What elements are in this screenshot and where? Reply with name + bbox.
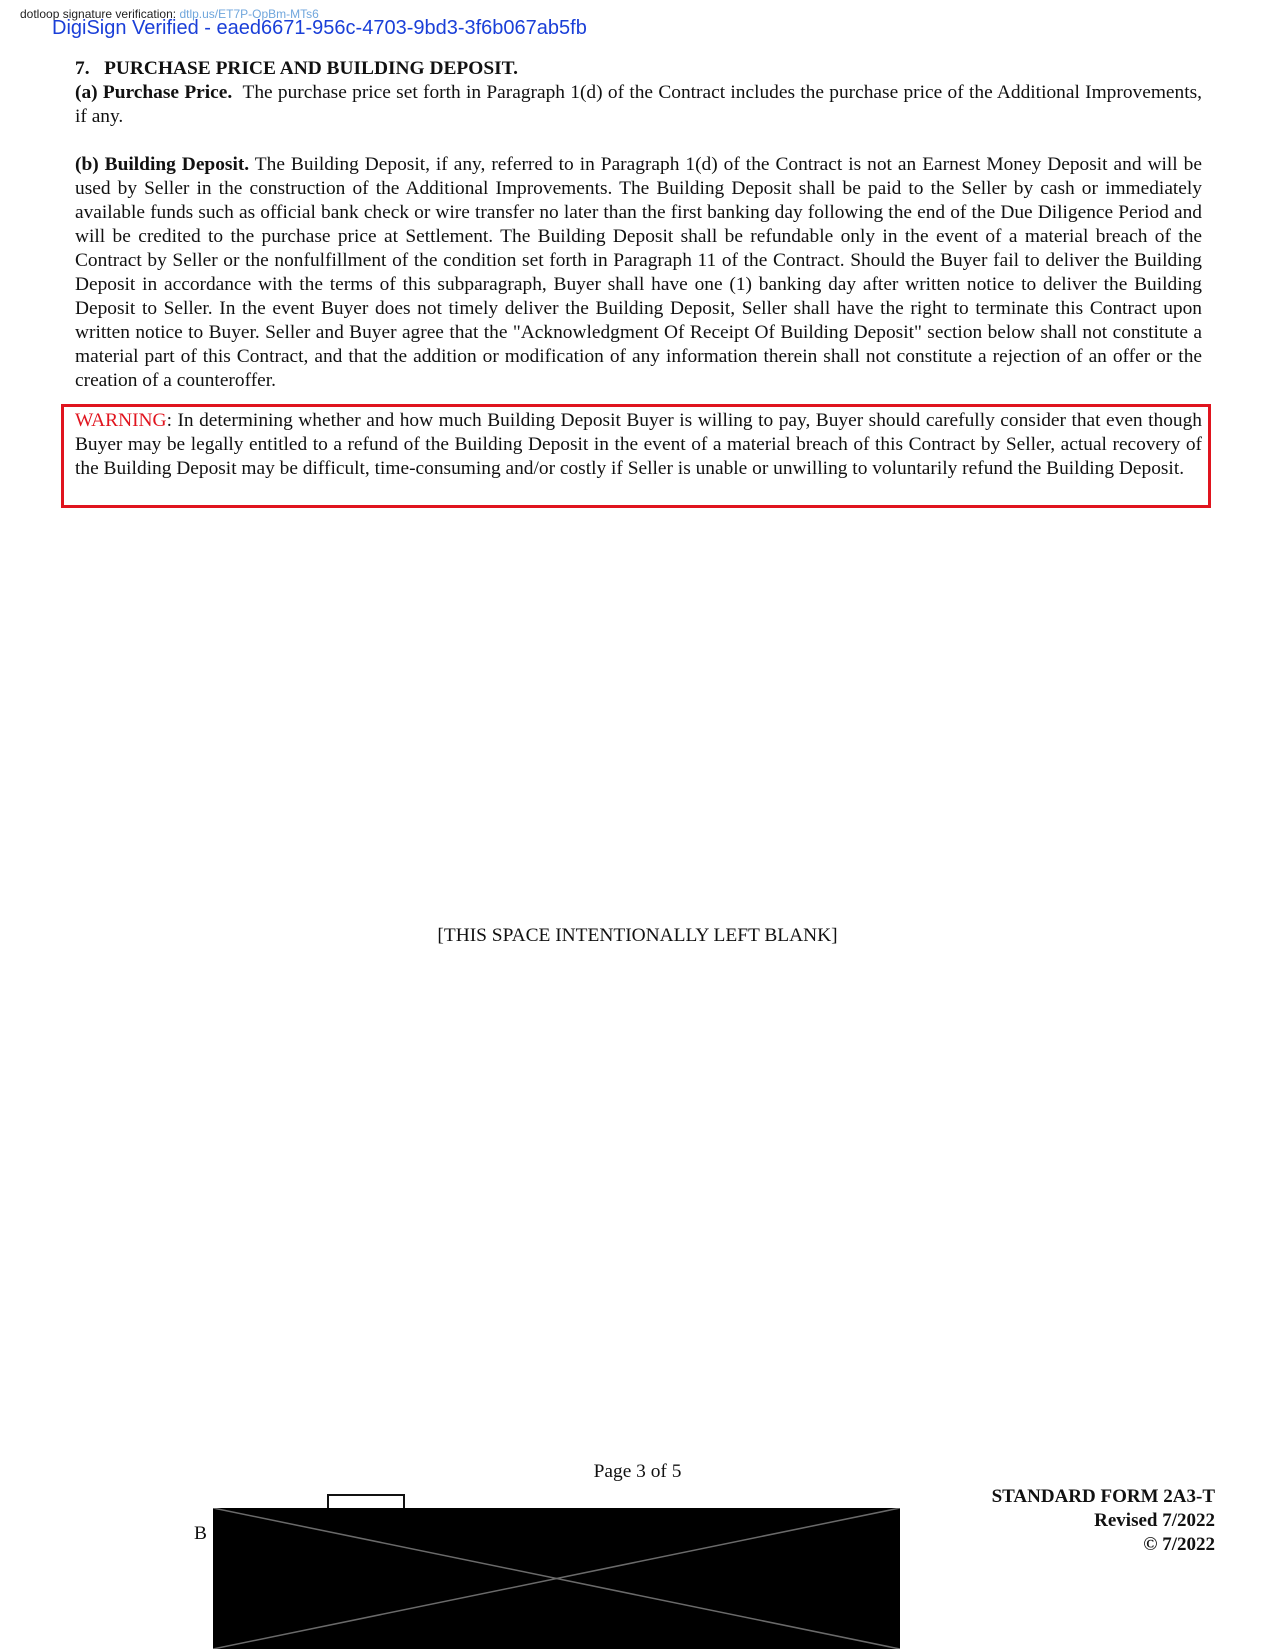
initials-tab [327, 1494, 405, 1508]
verification-label: dotloop signature verification: [20, 7, 177, 21]
warning-label: WARNING [75, 410, 167, 431]
page-number: Page 3 of 5 [593, 1461, 682, 1482]
section-title: 7. PURCHASE PRICE AND BUILDING DEPOSIT. [75, 58, 518, 79]
warning-paragraph [75, 409, 1202, 481]
form-revised: Revised 7/2022 [1094, 1510, 1215, 1531]
purchase-price-label: (a) Purchase Price. [75, 82, 233, 103]
redaction-box [213, 1508, 900, 1649]
building-deposit-text: The Building Deposit, if any, referred to in Paragraph 1(d) of the Contract is not an Earnest Money Deposit and will be used by Seller in the construction of the Additional Improvements. The Building Deposit shall be paid to the Seller by cash or immediately available funds such as official bank check or wire transfer no later than the first banking day following the end of the Due Diligence Period and will be credited to the purchase price at Settlement. The Building Deposit shall be refundable only in the event of a material breach of the Contract by Seller or the nonfulfillment of the condition set forth in Paragraph 11 of the Contract. Should the Buyer fail to deliver the Building Deposit in accordance with the terms of this subparagraph, Buyer shall have one (1) banking day after written notice to deliver the Building Deposit to Seller. In the event Buyer does not timely deliver the Building Deposit, Seller shall have the right to terminate this Contract upon written notice to Buyer. Seller and Buyer agree that the "Acknowledgment Of Receipt Of Building Deposit" section below shall not constitute a material part of this Contract, and that the addition or modification of any information therein shall not constitute a rejection of an offer or the creation of a counteroffer. [75, 154, 1202, 391]
purchase-price-text: The purchase price set forth in Paragraph 1(d) of the Contract includes the purchase price of the Additional Improvements, if any. [75, 82, 1202, 127]
form-name: STANDARD FORM 2A3-T [991, 1486, 1215, 1507]
paragraph-spacer [75, 129, 1202, 153]
form-identifier [992, 1485, 1215, 1557]
section-7 [75, 57, 1202, 393]
purchase-price-paragraph [75, 81, 1202, 129]
buyer-initials-label: B [194, 1523, 207, 1544]
building-deposit-label: (b) Building Deposit. [75, 154, 250, 175]
intentionally-blank-note: [THIS SPACE INTENTIONALLY LEFT BLANK] [437, 925, 838, 946]
verification-link[interactable]: dtlp.us/ET7P-OpBm-MTs6 [179, 7, 319, 21]
digisign-verified-stamp: DigiSign Verified - eaed6671-956c-4703-9bd3-3f6b067ab5fb [52, 17, 587, 39]
form-copyright: © 7/2022 [1143, 1534, 1215, 1555]
warning-text: : In determining whether and how much Building Deposit Buyer is willing to pay, Buyer should carefully consider that even though Buyer may be legally entitled to a refund of the Building Deposit in the event of a material breach of this Contract by Seller, actual recovery of the Building Deposit may be difficult, time-consuming and/or costly if Seller is unable or unwilling to voluntarily refund the Building Deposit. [75, 410, 1202, 479]
building-deposit-paragraph [75, 153, 1202, 393]
